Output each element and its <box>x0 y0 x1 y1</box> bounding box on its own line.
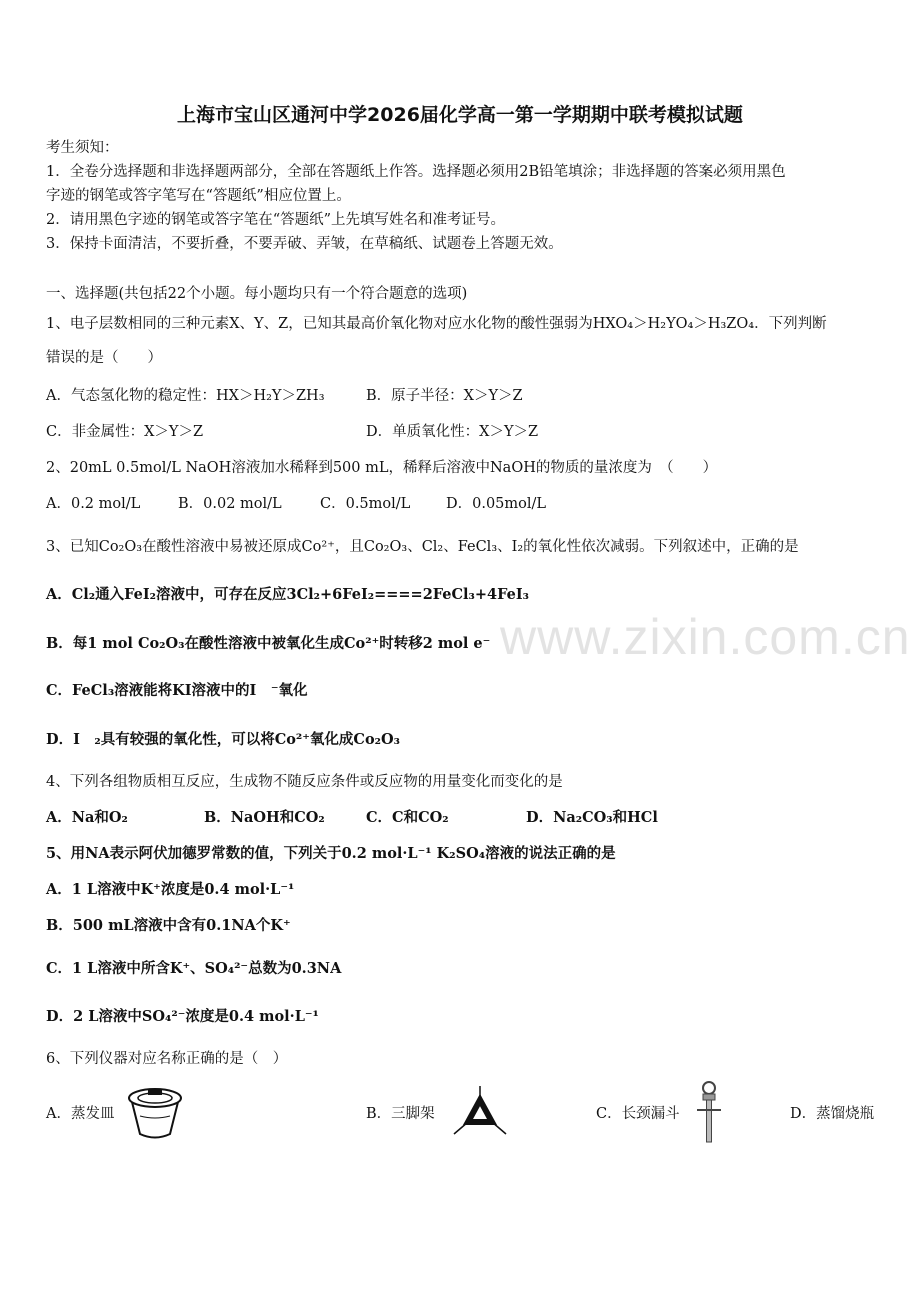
question-3-option-d: D．I ₂具有较强的氧化性，可以将Co²⁺氧化成Co₂O₃ <box>46 731 400 748</box>
clay-triangle-icon <box>452 1084 508 1138</box>
question-2-option-b: B．0.02 mol/L <box>178 496 282 512</box>
watermark: www.zixin.com.cn <box>500 609 911 665</box>
notice-item: 字迹的钢笔或答字笔写在“答题纸”相应位置上。 <box>46 188 351 204</box>
question-2-stem: 2、20mL 0.5mol/L NaOH溶液加水稀释到500 mL，稀释后溶液中NaOH的物质的量浓度为 （ ） <box>46 460 718 476</box>
question-1-option-b: B．原子半径：X＞Y＞Z <box>366 388 523 404</box>
notice-item: 1．全卷分选择题和非选择题两部分，全部在答题纸上作答。选择题必须用2B铅笔填涂；非选择题的答案必须用黑色 <box>46 164 786 180</box>
question-6-option-b: B．三脚架 <box>366 1106 435 1122</box>
question-1-option-d: D．单质氧化性：X＞Y＞Z <box>366 424 539 440</box>
question-3-option-c: C．FeCl₃溶液能将KI溶液中的I ⁻氧化 <box>46 682 308 699</box>
question-4-option-d: D．Na₂CO₃和HCl <box>526 809 658 826</box>
section-heading: 一、选择题(共包括22个小题。每小题均只有一个符合题意的选项) <box>46 286 468 302</box>
question-1-stem-cont: 错误的是（ ） <box>46 350 162 366</box>
question-2-option-d: D．0.05mol/L <box>446 496 547 512</box>
question-1-option-a: A．气态氢化物的稳定性：HX＞H₂Y＞ZH₃ <box>46 388 325 404</box>
question-4-option-a: A．Na和O₂ <box>46 809 128 826</box>
question-5-option-b: B．500 mL溶液中含有0.1NA个K⁺ <box>46 917 291 934</box>
question-4-option-c: C．C和CO₂ <box>366 809 449 826</box>
notice-item: 3．保持卡面清洁，不要折叠，不要弄破、弄皱，在草稿纸、试题卷上答题无效。 <box>46 236 563 252</box>
crucible-icon <box>126 1086 184 1142</box>
question-1-stem: 1、电子层数相同的三种元素X、Y、Z，已知其最高价氧化物对应水化物的酸性强弱为HXO₄＞H₂YO₄＞H₃ZO₄．下列判断 <box>46 316 827 332</box>
funnel-icon <box>694 1080 724 1144</box>
question-6-option-d: D．蒸馏烧瓶 <box>790 1106 875 1122</box>
notice-heading: 考生须知： <box>46 140 119 156</box>
page-title: 上海市宝山区通河中学2026届化学高一第一学期期中联考模拟试题 <box>177 104 743 126</box>
question-3-option-a: A．Cl₂通入FeI₂溶液中，可存在反应3Cl₂+6FeI₂====2FeCl₃+4FeI₃ <box>46 586 530 603</box>
question-2-option-c: C．0.5mol/L <box>320 496 411 512</box>
notice-item: 2．请用黑色字迹的钢笔或答字笔在“答题纸”上先填写姓名和准考证号。 <box>46 212 506 228</box>
question-6-option-c: C．长颈漏斗 <box>596 1106 680 1122</box>
question-1-option-c: C．非金属性：X＞Y＞Z <box>46 424 204 440</box>
question-5-stem: 5、用NA表示阿伏加德罗常数的值，下列关于0.2 mol·L⁻¹ K₂SO₄溶液的说法正确的是 <box>46 845 616 862</box>
question-4-stem: 4、下列各组物质相互反应，生成物不随反应条件或反应物的用量变化而变化的是 <box>46 774 563 790</box>
question-5-option-a: A．1 L溶液中K⁺浓度是0.4 mol·L⁻¹ <box>46 881 295 898</box>
question-5-option-c: C．1 L溶液中所含K⁺、SO₄²⁻总数为0.3NA <box>46 960 342 977</box>
question-3-stem: 3、已知Co₂O₃在酸性溶液中易被还原成Co²⁺，且Co₂O₃、Cl₂、FeCl₃、I₂的氧化性依次减弱。下列叙述中，正确的是 <box>46 539 799 555</box>
question-4-option-b: B．NaOH和CO₂ <box>204 809 325 826</box>
question-5-option-d: D．2 L溶液中SO₄²⁻浓度是0.4 mol·L⁻¹ <box>46 1008 319 1025</box>
question-2-option-a: A．0.2 mol/L <box>46 496 141 512</box>
question-6-option-a: A．蒸发皿 <box>46 1106 115 1122</box>
question-3-option-b: B．每1 mol Co₂O₃在酸性溶液中被氧化生成Co²⁺时转移2 mol e⁻ <box>46 635 491 652</box>
question-6-stem: 6、下列仪器对应名称正确的是（ ） <box>46 1051 288 1067</box>
